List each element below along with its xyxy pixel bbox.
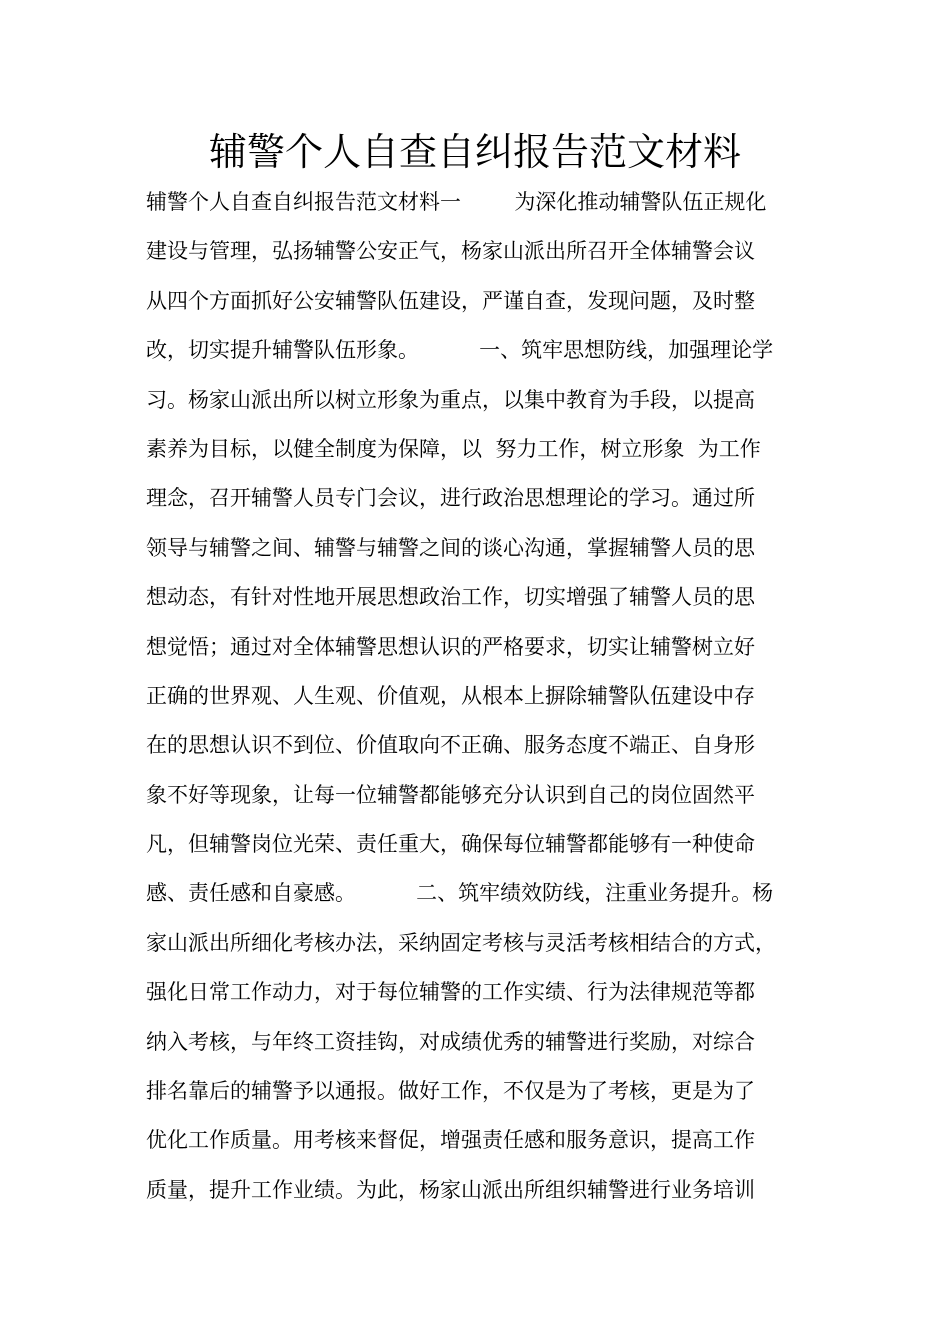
body-line: 想动态，有针对性地开展思想政治工作，切实增强了辅警人员的思: [146, 585, 755, 610]
body-line: 强化日常工作动力，对于每位辅警的工作实绩、行为法律规范等都: [146, 980, 755, 1005]
body-line: 在的思想认识不到位、价值取向不正确、服务态度不端正、自身形: [146, 733, 755, 758]
body-line: 从四个方面抓好公安辅警队伍建设，严谨自查，发现问题，及时整: [146, 288, 755, 313]
body-line: 辅警个人自查自纠报告范文材料一 为深化推动辅警队伍正规化: [146, 190, 767, 214]
body-line: 改，切实提升辅警队伍形象。 一、筑牢思想防线，加强理论学: [146, 338, 774, 363]
body-line: 素养为目标，以健全制度为保障，以 努力工作，树立形象 为工作: [146, 436, 761, 461]
body-line: 建设与管理，弘扬辅警公安正气，杨家山派出所召开全体辅警会议: [146, 239, 755, 264]
body-line: 优化工作质量。用考核来督促，增强责任感和服务意识，提高工作: [146, 1128, 755, 1153]
document-title: 辅警个人自查自纠报告范文材料: [208, 130, 741, 174]
body-line: 感、责任感和自豪感。 二、筑牢绩效防线，注重业务提升。杨: [146, 881, 774, 906]
document-body: [146, 178, 816, 1215]
body-line: 凡，但辅警岗位光荣、责任重大，确保每位辅警都能够有一种使命: [146, 832, 755, 857]
body-line: 正确的世界观、人生观、价值观，从根本上摒除辅警队伍建设中存: [146, 683, 755, 708]
body-line: 理念，召开辅警人员专门会议，进行政治思想理论的学习。通过所: [146, 486, 755, 511]
body-line: 质量，提升工作业绩。为此，杨家山派出所组织辅警进行业务培训: [146, 1177, 755, 1202]
body-line: 习。杨家山派出所以树立形象为重点，以集中教育为手段，以提高: [146, 387, 755, 412]
body-line: 排名靠后的辅警予以通报。做好工作，不仅是为了考核，更是为了: [146, 1079, 755, 1104]
body-line: 纳入考核，与年终工资挂钩，对成绩优秀的辅警进行奖励，对综合: [146, 1029, 755, 1054]
body-line: 领导与辅警之间、辅警与辅警之间的谈心沟通，掌握辅警人员的思: [146, 535, 755, 560]
body-line: 家山派出所细化考核办法，采纳固定考核与灵活考核相结合的方式，: [146, 930, 776, 955]
body-line: 想觉悟；通过对全体辅警思想认识的严格要求，切实让辅警树立好: [146, 634, 755, 659]
body-line: 象不好等现象，让每一位辅警都能够充分认识到自己的岗位固然平: [146, 782, 755, 807]
